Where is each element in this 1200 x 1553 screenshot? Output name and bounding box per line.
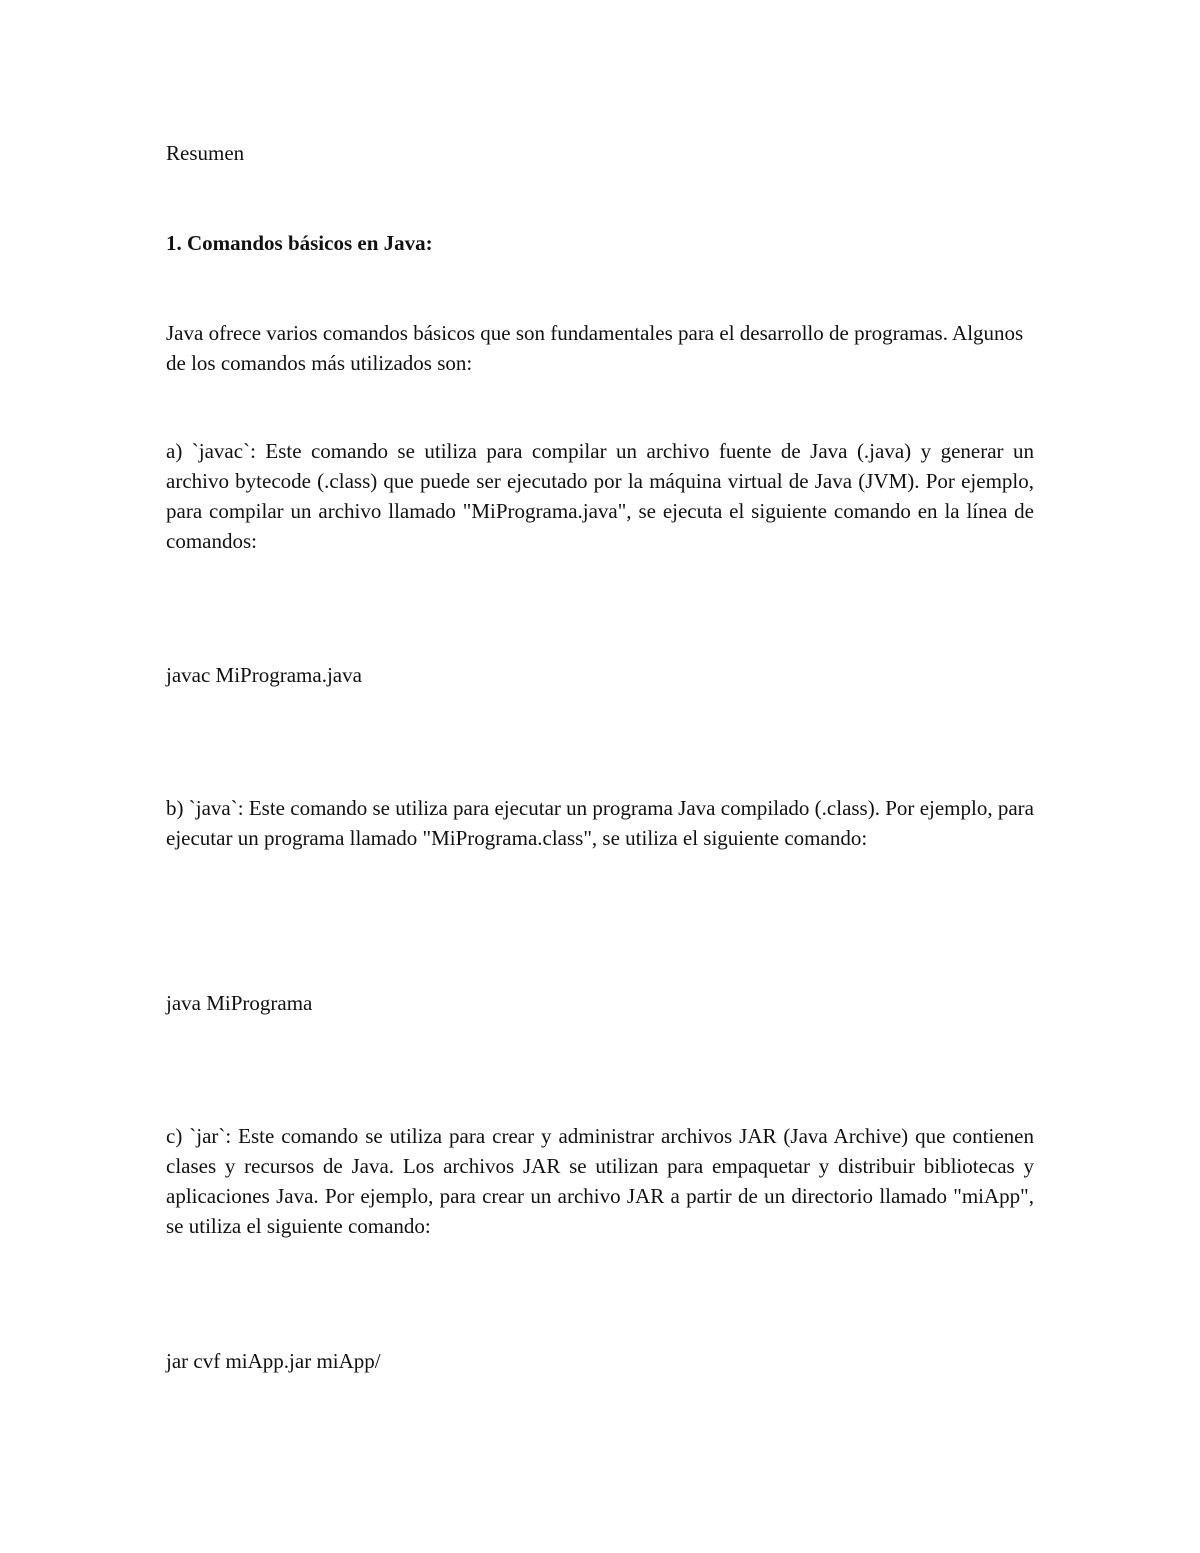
- document-title: Resumen: [166, 141, 245, 165]
- section-heading: 1. Comandos básicos en Java:: [166, 231, 433, 255]
- item-c-paragraph: c) `jar`: Este comando se utiliza para crear y administrar archivos JAR (Java Archive) que contienen clases y recursos de Java. Los archivos JAR se utilizan para empaquetar y distribuir bibliotecas y aplicaciones Java. Por ejemplo, para crear un archivo JAR a partir de un directorio llamado "miApp", se utiliza el siguiente comando:: [166, 1124, 1034, 1238]
- intro-paragraph: Java ofrece varios comandos básicos que son fundamentales para el desarrollo de programas. Algunos de los comandos más utilizados son:: [166, 321, 1024, 375]
- command-javac: javac MiPrograma.java: [166, 663, 362, 687]
- command-jar: jar cvf miApp.jar miApp/: [166, 1349, 381, 1373]
- item-b-paragraph: b) `java`: Este comando se utiliza para ejecutar un programa Java compilado (.class). Por ejemplo, para ejecutar un programa llamado "MiPrograma.class", se utiliza el siguiente comando:: [166, 796, 1034, 850]
- item-a-paragraph: a) `javac`: Este comando se utiliza para compilar un archivo fuente de Java (.java) y generar un archivo bytecode (.class) que puede ser ejecutado por la máquina virtual de Java (JVM). Por ejemplo, para compilar un archivo llamado "MiPrograma.java", se ejecuta el siguiente comando en la línea de comandos:: [166, 439, 1034, 553]
- command-java: java MiPrograma: [166, 991, 313, 1015]
